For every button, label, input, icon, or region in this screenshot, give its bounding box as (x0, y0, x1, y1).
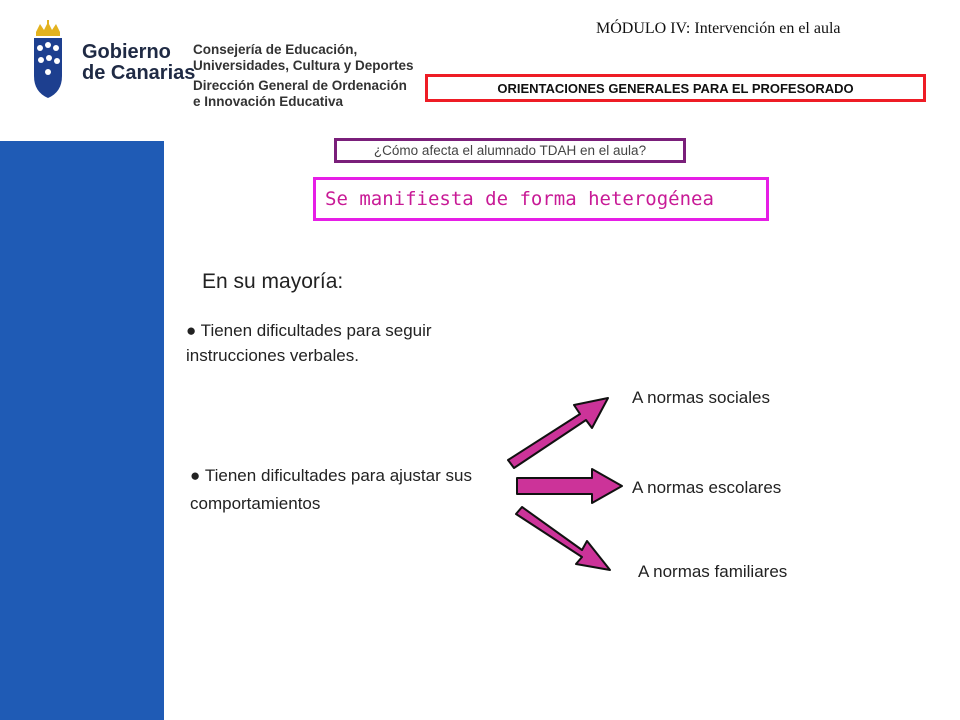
module-title: MÓDULO IV: Intervención en el aula (596, 20, 841, 37)
arrow-up-icon (508, 398, 608, 468)
question-box: ¿Cómo afecta el alumnado TDAH en el aula? (334, 138, 686, 163)
manifestation-box: Se manifiesta de forma heterogénea (313, 177, 769, 221)
arrow-right-icon (517, 469, 622, 503)
arrow-down-icon (516, 507, 610, 570)
bullet-verbal-instructions: ● Tienen dificultades para seguir instrucciones verbales. (186, 321, 432, 365)
bullet-adjust-behaviour: ● Tienen dificultades para ajustar sus comportamientos (190, 466, 472, 513)
dept-line-1: Consejería de Educación, (193, 42, 358, 57)
dept-line-3: Dirección General de Ordenación (193, 78, 407, 93)
brand-line-1: Gobierno (82, 41, 171, 63)
norm-family: A normas familiares (638, 562, 788, 581)
dept-line-4: e Innovación Educativa (193, 94, 344, 109)
majority-heading: En su mayoría: (202, 270, 344, 293)
dept-line-2: Universidades, Cultura y Deportes (193, 58, 414, 73)
norm-school: A normas escolares (632, 478, 782, 497)
brand-line-2: de Canarias (82, 62, 196, 84)
norm-social: A normas sociales (632, 388, 770, 407)
orientation-banner: ORIENTACIONES GENERALES PARA EL PROFESORADO (425, 74, 926, 102)
